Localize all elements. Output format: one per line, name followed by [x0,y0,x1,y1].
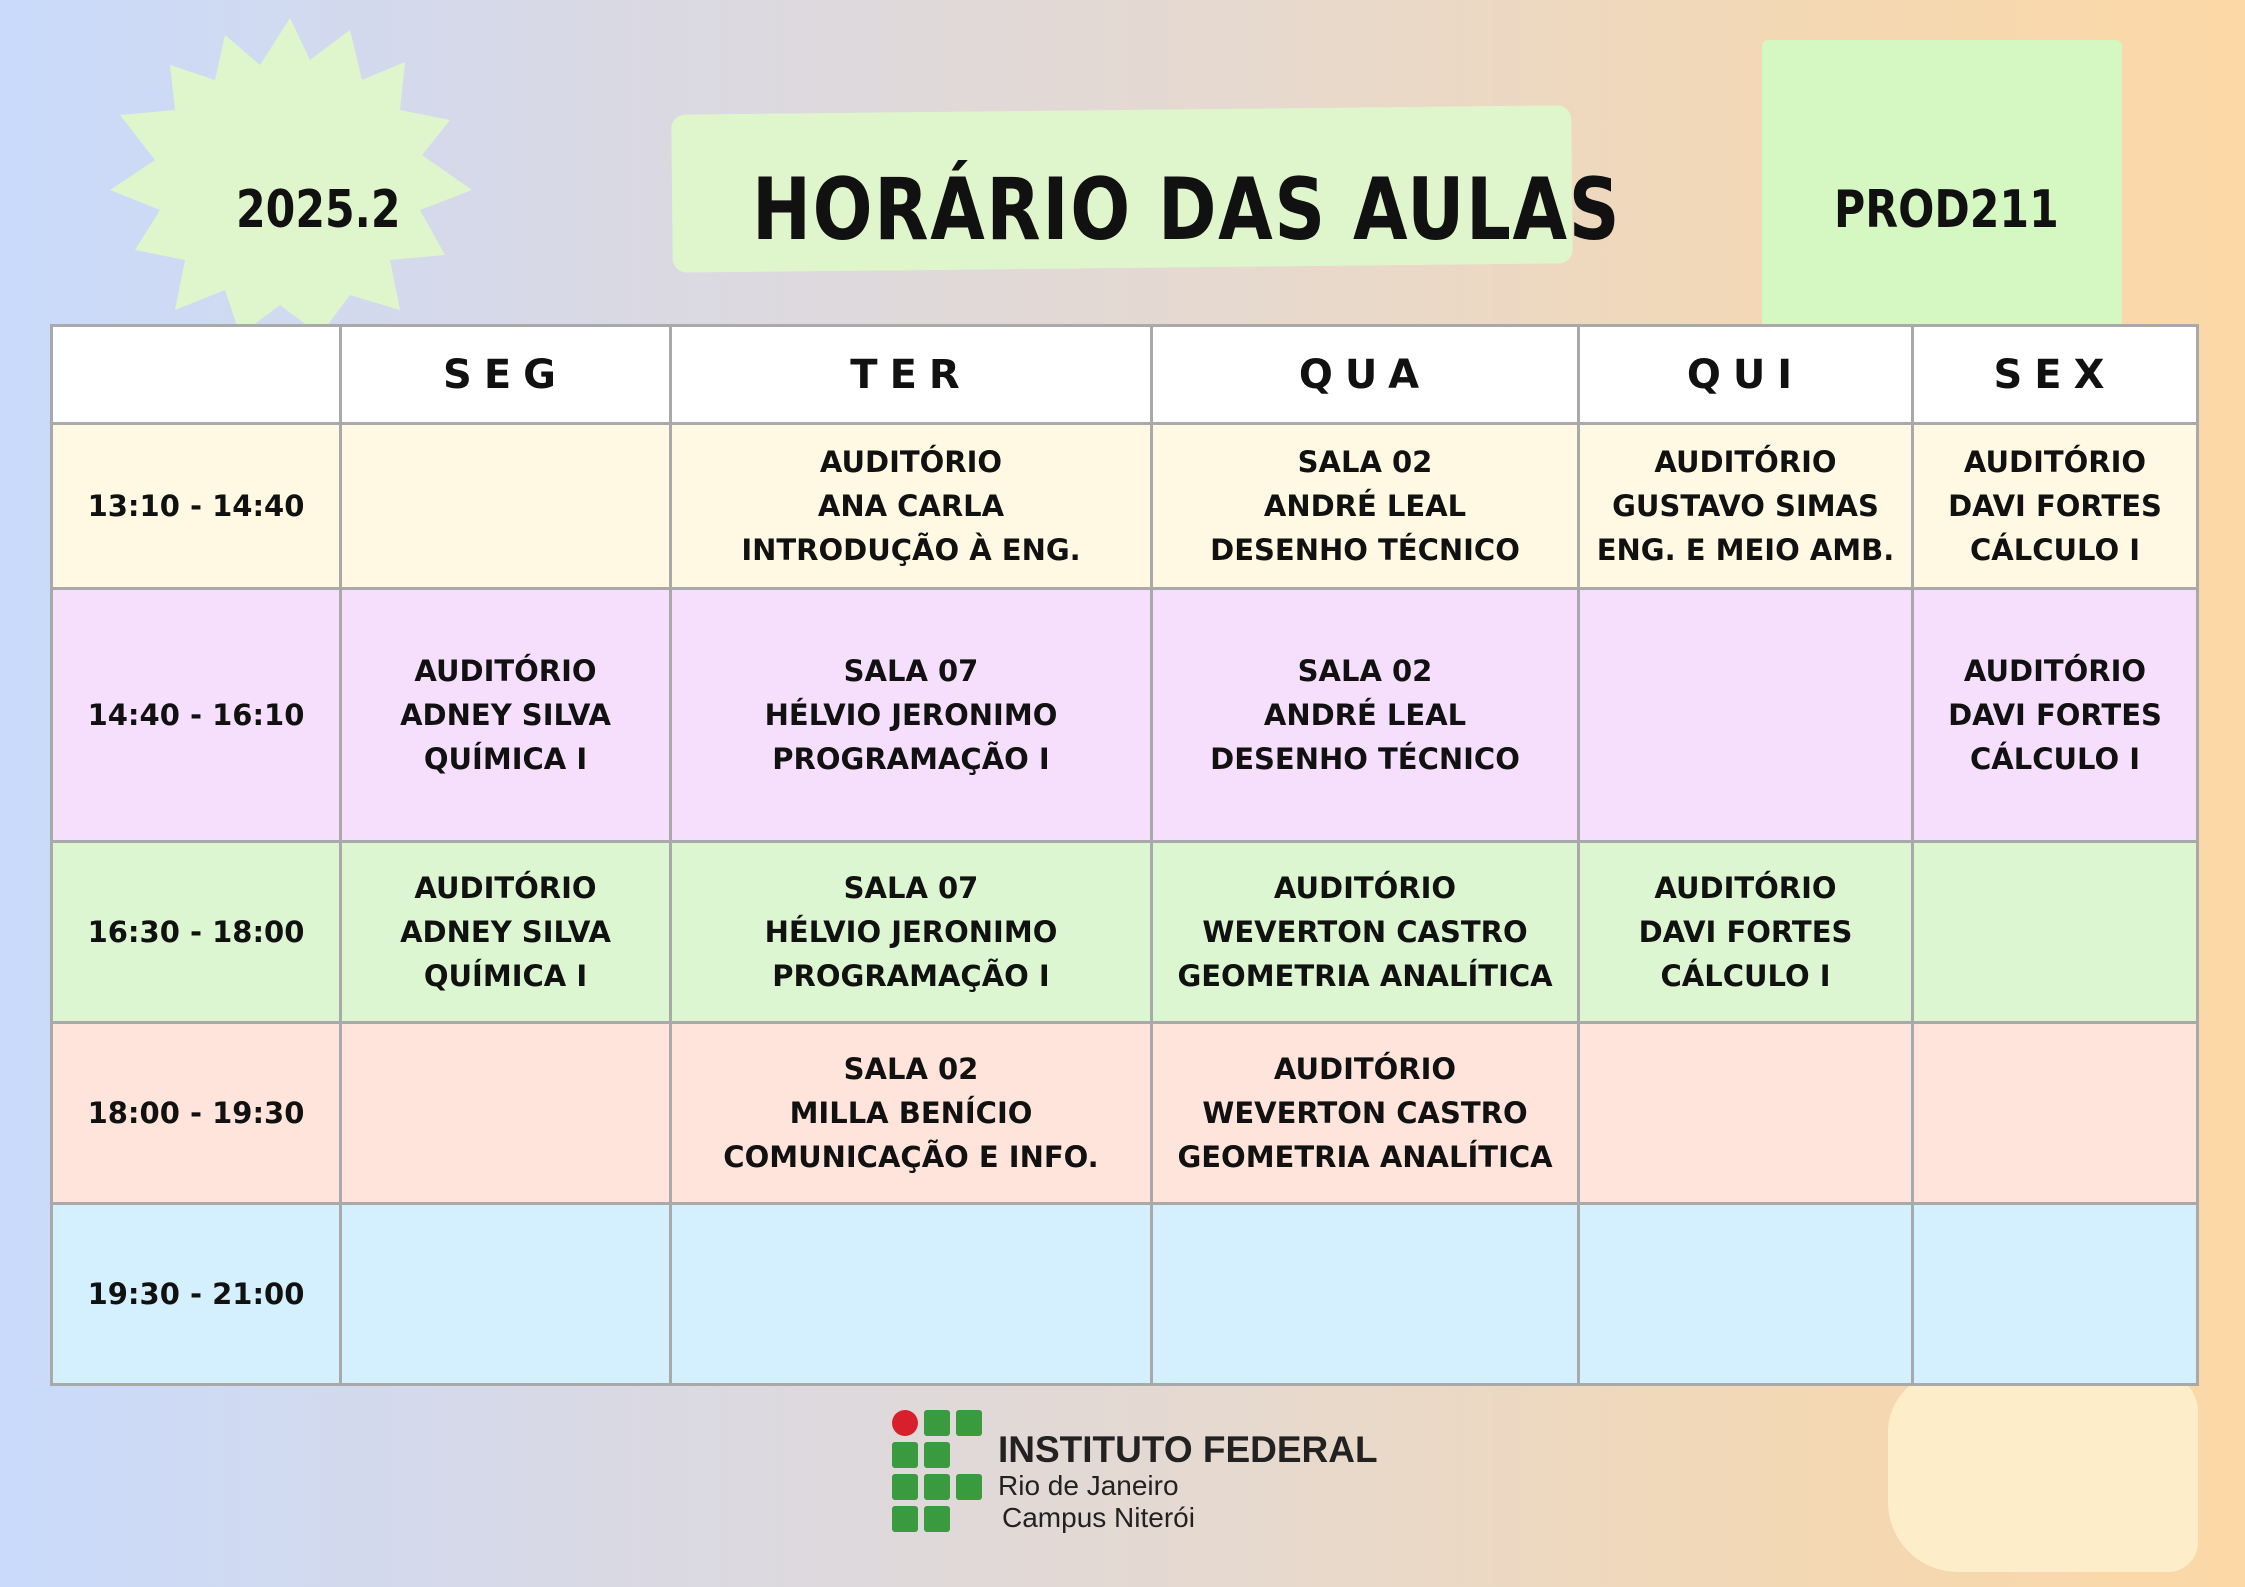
room-label: AUDITÓRIO [819,445,1003,479]
room-label: AUDITÓRIO [1654,445,1837,479]
room-label: AUDITÓRIO [1963,445,2147,479]
teacher-name: WEVERTON CASTRO [1202,1096,1528,1130]
empty-cell [341,1023,671,1204]
class-cell [1152,1023,1579,1204]
empty-cell [341,1204,671,1385]
subject-name: DESENHO TÉCNICO [1210,533,1520,567]
teacher-name: DAVI FORTES [1948,489,2162,523]
decorative-starburst [100,10,520,340]
teacher-name: DAVI FORTES [1638,915,1853,949]
subject-name: DESENHO TÉCNICO [1210,742,1520,776]
empty-cell [671,1204,1152,1385]
room-label: AUDITÓRIO [414,871,597,905]
teacher-name: HÉLVIO JERONIMO [764,698,1058,732]
empty-cell [1913,1023,2198,1204]
day-header: QUA [1152,326,1579,424]
institute-campus: Campus Niterói [1002,1502,1195,1533]
subject-name: QUÍMICA I [423,742,588,776]
room-label: SALA 02 [1297,445,1433,479]
day-header: QUI [1579,326,1913,424]
time-slot: 18:00 - 19:30 [52,1023,341,1204]
empty-cell [1152,1204,1579,1385]
class-cell [1152,424,1579,589]
day-header: SEX [1913,326,2198,424]
institute-state: Rio de Janeiro [998,1470,1179,1501]
subject-name: COMUNICAÇÃO E INFO. [723,1140,1099,1174]
class-cell [671,842,1152,1023]
room-label: AUDITÓRIO [1654,871,1837,905]
subject-name: CÁLCULO I [1660,959,1831,993]
day-header: TER [671,326,1152,424]
teacher-name: HÉLVIO JERONIMO [764,915,1058,949]
subject-name: CÁLCULO I [1969,533,2141,567]
institute-logo-icon [892,1410,992,1534]
class-cell [1913,424,2198,589]
semester-label: 2025.2 [236,180,401,240]
schedule-table [50,324,2199,1386]
subject-name: INTRODUÇÃO À ENG. [741,533,1081,567]
schedule-row [52,1204,2198,1385]
room-label: SALA 02 [843,1052,979,1086]
subject-name: PROGRAMAÇÃO I [772,959,1050,993]
teacher-name: ANA CARLA [817,489,1005,523]
time-slot: 16:30 - 18:00 [52,842,341,1023]
teacher-name: ANDRÉ LEAL [1263,698,1467,732]
teacher-name: ADNEY SILVA [400,915,611,949]
schedule-row [52,589,2198,842]
class-cell [1152,589,1579,842]
teacher-name: DAVI FORTES [1948,698,2162,732]
time-slot: 13:10 - 14:40 [52,424,341,589]
day-header: SEG [341,326,671,424]
teacher-name: ANDRÉ LEAL [1263,489,1467,523]
class-cell [671,589,1152,842]
time-slot: 14:40 - 16:10 [52,589,341,842]
empty-cell [1579,1204,1913,1385]
room-label: SALA 07 [843,654,979,688]
subject-name: QUÍMICA I [423,959,588,993]
room-label: AUDITÓRIO [1963,654,2147,688]
class-cell [1579,842,1913,1023]
class-cell [341,842,671,1023]
class-cell [671,424,1152,589]
subject-name: GEOMETRIA ANALÍTICA [1177,959,1553,993]
class-cell [341,589,671,842]
room-label: AUDITÓRIO [1273,871,1457,905]
schedule-row [52,1023,2198,1204]
institute-name: INSTITUTO FEDERAL [998,1429,1378,1470]
teacher-name: WEVERTON CASTRO [1202,915,1528,949]
class-cell [671,1023,1152,1204]
schedule-body [52,424,2198,1385]
room-label: AUDITÓRIO [414,654,597,688]
institute-info [998,1430,1378,1534]
room-label: SALA 02 [1297,654,1433,688]
empty-cell [1913,1204,2198,1385]
subject-name: CÁLCULO I [1969,742,2141,776]
schedule-row [52,424,2198,589]
schedule-row [52,842,2198,1023]
teacher-name: ADNEY SILVA [400,698,611,732]
room-label: AUDITÓRIO [1273,1052,1457,1086]
class-cell [1913,589,2198,842]
subject-name: PROGRAMAÇÃO I [772,742,1050,776]
corner-cell [52,326,341,424]
empty-cell [1579,589,1913,842]
teacher-name: GUSTAVO SIMAS [1612,489,1879,523]
class-code: PROD211 [1834,180,2059,240]
class-cell [1152,842,1579,1023]
decorative-blob [1888,1372,2198,1572]
empty-cell [1913,842,2198,1023]
empty-cell [341,424,671,589]
room-label: SALA 07 [843,871,979,905]
subject-name: ENG. E MEIO AMB. [1596,533,1895,567]
teacher-name: MILLA BENÍCIO [789,1096,1033,1130]
page-title: HORÁRIO DAS AULAS [752,160,1622,260]
empty-cell [1579,1023,1913,1204]
class-cell [1579,424,1913,589]
subject-name: GEOMETRIA ANALÍTICA [1177,1140,1553,1174]
header-row [52,326,2198,424]
time-slot: 19:30 - 21:00 [52,1204,341,1385]
